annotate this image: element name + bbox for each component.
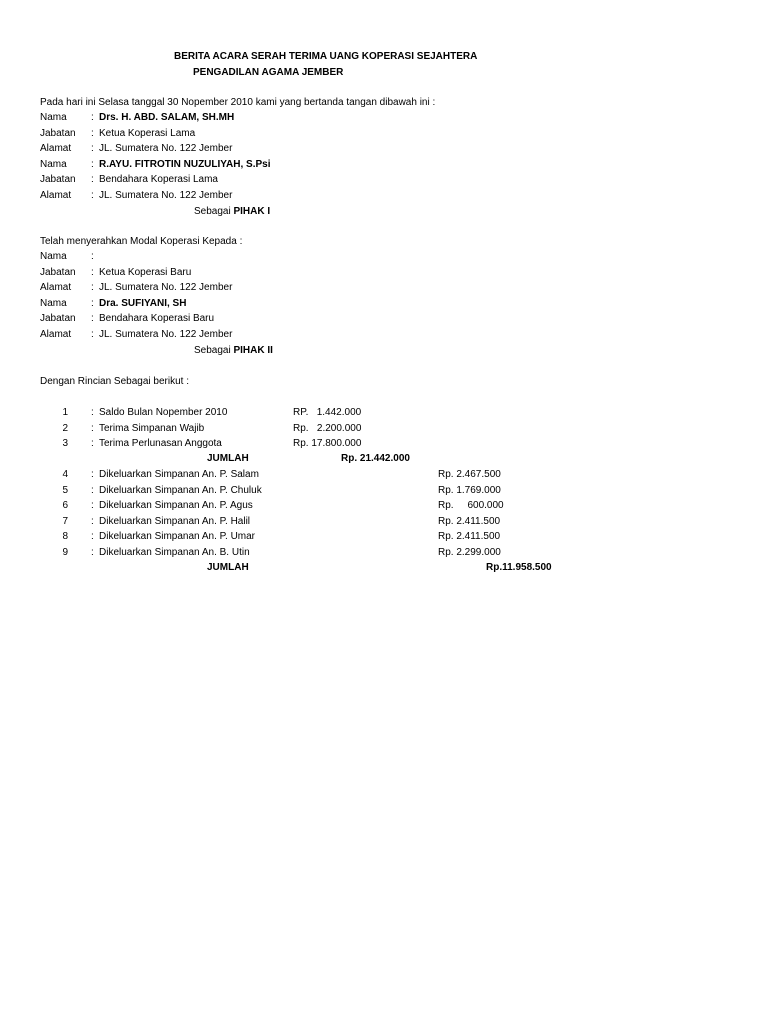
item-amount: Rp. 1.769.000 <box>438 484 501 496</box>
item-colon: : <box>91 500 94 511</box>
pihak1-role <box>194 204 270 220</box>
field-value: JL. Sumatera No. 122 Jember <box>99 189 233 201</box>
field-colon: : <box>91 282 94 293</box>
detail-row <box>0 498 768 514</box>
pihak1-label: PIHAK I <box>233 206 271 217</box>
item-colon: : <box>91 531 94 542</box>
item-colon: : <box>91 422 94 434</box>
field-colon: : <box>91 189 94 201</box>
identity-row <box>0 327 768 343</box>
item-description: Saldo Bulan Nopember 2010 <box>99 407 228 418</box>
identity-row <box>0 126 768 142</box>
income-total-label: JUMLAH <box>207 453 249 464</box>
item-colon: : <box>91 515 94 527</box>
detail-row <box>0 436 768 452</box>
item-colon: : <box>91 469 94 480</box>
field-colon: : <box>91 174 94 185</box>
item-description: Dikeluarkan Simpanan An. P. Halil <box>99 515 251 527</box>
field-value: JL. Sumatera No. 122 Jember <box>99 143 233 154</box>
field-label: Alamat <box>40 189 72 201</box>
field-value: JL. Sumatera No. 122 Jember <box>99 328 233 340</box>
identity-row <box>0 172 768 188</box>
item-description: Terima Simpanan Wajib <box>99 422 205 434</box>
field-label: Nama <box>40 297 67 309</box>
document-subtitle: PENGADILAN AGAMA JEMBER <box>193 67 344 78</box>
detail-row <box>0 405 768 421</box>
field-value: R.AYU. FITROTIN NUZULIYAH, S.Psi <box>99 158 271 170</box>
intro-text: Pada hari ini Selasa tanggal 30 Nopember 2010 kami yang bertanda tangan dibawah ini : <box>40 97 436 108</box>
field-label: Nama <box>40 158 67 170</box>
item-number: 7 <box>62 515 68 527</box>
field-colon: : <box>91 112 94 123</box>
sebagai-label: Sebagai <box>194 345 231 356</box>
field-label: Nama <box>40 112 67 123</box>
item-description: Dikeluarkan Simpanan An. P. Agus <box>99 500 253 511</box>
income-total-amount: Rp. 21.442.000 <box>341 453 410 464</box>
detail-row <box>0 421 768 437</box>
detail-row <box>0 467 768 483</box>
item-description: Dikeluarkan Simpanan An. P. Salam <box>99 469 259 480</box>
item-colon: : <box>91 484 94 496</box>
item-description: Dikeluarkan Simpanan An. P. Umar <box>99 531 256 542</box>
item-number: 4 <box>62 469 68 480</box>
item-number: 1 <box>62 407 68 418</box>
item-amount: Rp. 2.467.500 <box>438 469 501 480</box>
field-label: Jabatan <box>40 266 76 278</box>
field-colon: : <box>91 251 94 262</box>
field-label: Nama <box>40 251 67 262</box>
detail-row <box>0 545 768 561</box>
expense-total-amount: Rp.11.958.500 <box>486 562 552 573</box>
sebagai-label: Sebagai <box>194 206 231 217</box>
detail-row <box>0 483 768 499</box>
identity-row <box>0 265 768 281</box>
field-label: Jabatan <box>40 313 76 324</box>
identity-row <box>0 141 768 157</box>
item-amount: Rp. 2.411.500 <box>438 515 501 527</box>
detail-row <box>0 514 768 530</box>
item-colon: : <box>91 546 94 558</box>
item-number: 8 <box>62 531 68 542</box>
handover-text: Telah menyerahkan Modal Koperasi Kepada : <box>40 236 243 247</box>
identity-row <box>0 296 768 312</box>
identity-row <box>0 311 768 327</box>
item-amount: Rp. 2.299.000 <box>438 546 501 558</box>
item-description: Terima Perlunasan Anggota <box>99 438 222 449</box>
field-colon: : <box>91 328 94 340</box>
field-colon: : <box>91 313 94 324</box>
item-number: 6 <box>62 500 68 511</box>
field-colon: : <box>91 127 94 139</box>
pihak2-label: PIHAK II <box>233 345 273 356</box>
field-colon: : <box>91 266 94 278</box>
item-colon: : <box>91 438 94 449</box>
field-value: JL. Sumatera No. 122 Jember <box>99 282 233 293</box>
rincian-heading: Dengan Rincian Sebagai berikut : <box>40 376 189 387</box>
field-colon: : <box>91 158 94 170</box>
field-label: Alamat <box>40 328 72 340</box>
field-colon: : <box>91 297 94 309</box>
identity-row <box>0 280 768 296</box>
item-number: 2 <box>62 422 68 434</box>
identity-row <box>0 157 768 173</box>
field-label: Jabatan <box>40 127 76 139</box>
item-amount: Rp. 2.411.500 <box>438 531 501 542</box>
item-description: Dikeluarkan Simpanan An. P. Chuluk <box>99 484 262 496</box>
pihak2-role <box>194 343 273 359</box>
field-value: Dra. SUFIYANI, SH <box>99 297 187 309</box>
item-amount: Rp. 2.200.000 <box>293 422 362 434</box>
field-value: Drs. H. ABD. SALAM, SH.MH <box>99 112 235 123</box>
field-value: Ketua Koperasi Baru <box>99 266 192 278</box>
item-description: Dikeluarkan Simpanan An. B. Utin <box>99 546 250 558</box>
field-label: Jabatan <box>40 174 76 185</box>
item-amount: Rp. 600.000 <box>438 500 504 511</box>
field-colon: : <box>91 143 94 154</box>
item-number: 3 <box>62 438 68 449</box>
item-number: 9 <box>62 546 68 558</box>
identity-row <box>0 110 768 126</box>
item-colon: : <box>91 407 94 418</box>
field-label: Alamat <box>40 143 72 154</box>
identity-row <box>0 188 768 204</box>
item-amount: Rp. 17.800.000 <box>293 438 362 449</box>
identity-row <box>0 249 768 265</box>
expense-total-label: JUMLAH <box>207 562 249 573</box>
item-amount: RP. 1.442.000 <box>293 407 362 418</box>
document-title: BERITA ACARA SERAH TERIMA UANG KOPERASI SEJAHTERA <box>174 51 478 62</box>
field-value: Bendahara Koperasi Lama <box>99 174 218 185</box>
field-value: Bendahara Koperasi Baru <box>99 313 215 324</box>
item-number: 5 <box>62 484 68 496</box>
field-label: Alamat <box>40 282 72 293</box>
field-value: Ketua Koperasi Lama <box>99 127 196 139</box>
detail-row <box>0 529 768 545</box>
